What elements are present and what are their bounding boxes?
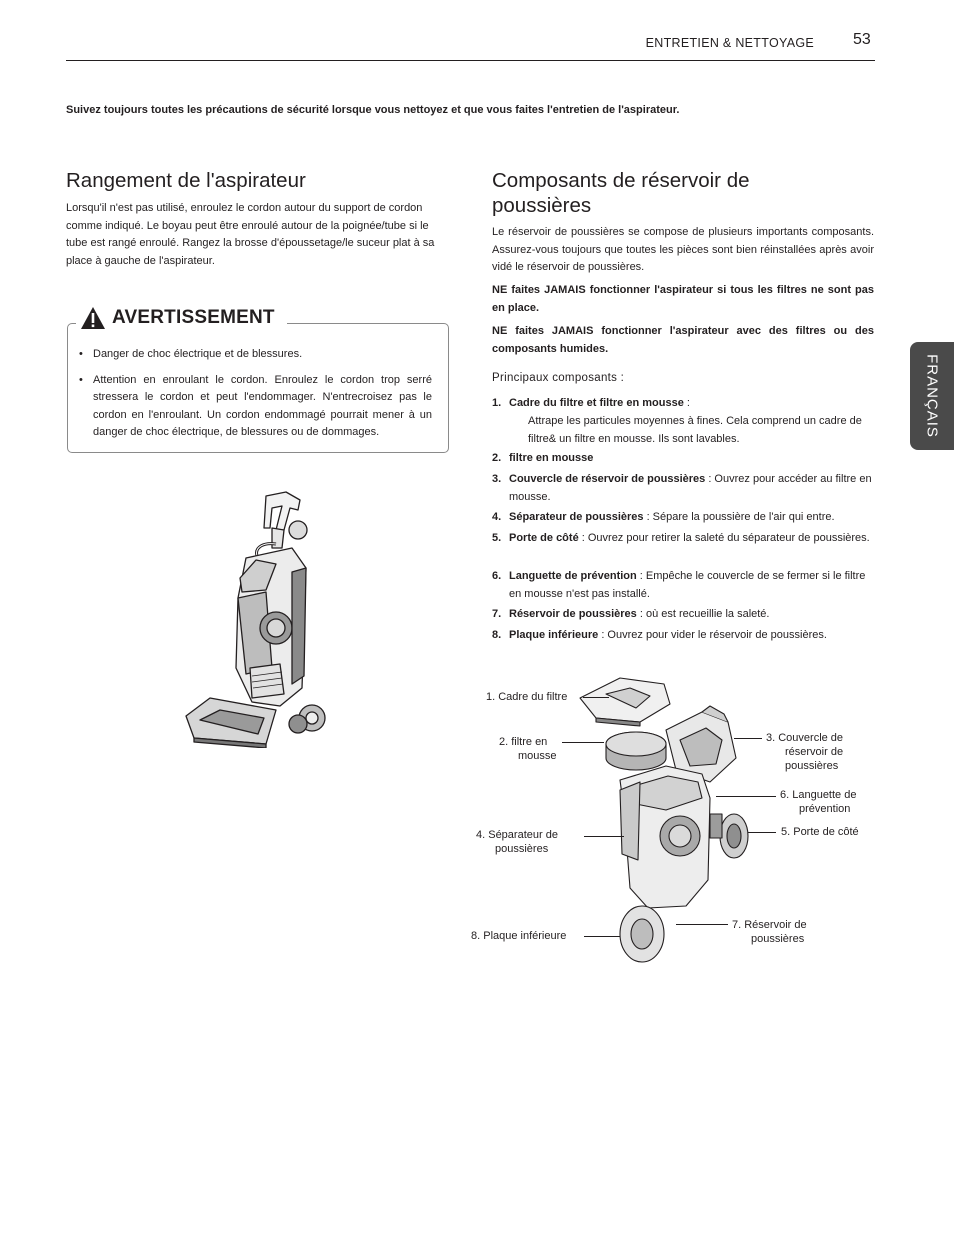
upright-vacuum-illustration <box>180 488 340 748</box>
language-tab-label: FRANÇAIS <box>923 354 941 438</box>
diagram-leader-line <box>584 836 624 837</box>
dust-bin-diagram <box>470 670 890 970</box>
component-item: 2. filtre en mousse <box>492 452 594 464</box>
warning-title: AVERTISSEMENT <box>112 307 275 328</box>
safety-note: Suivez toujours toutes les précautions de sécurité lorsque vous nettoyez et que vous faites l'entretien de l'aspirateur. <box>66 104 680 116</box>
components-subheading: Principaux composants : <box>492 372 625 384</box>
diagram-label-cover: 3. Couvercle de <box>766 732 844 744</box>
component-item-detail: Attrape les particules moyennes à fines. Cela comprend un cadre de filtre& un filtre en mousse. Ils sont lavables. <box>528 415 862 445</box>
components-title: Composants de réservoir de poussières <box>492 169 750 217</box>
warning-header <box>76 306 287 330</box>
diagram-label-filter-frame: 1. Cadre du filtre <box>486 691 568 703</box>
diagram-label-dust-bin: 7. Réservoir de <box>732 919 807 931</box>
warning-triangle-icon <box>80 306 106 330</box>
component-item: 8. Plaque inférieure : Ouvrez pour vider le réservoir de poussières. <box>492 629 827 641</box>
component-item: 1. Cadre du filtre et filtre en mousse : Attrape les particules moyennes à fines. Cela comprend un cadre de filtre& un filtre en mousse. Ils sont lavables. <box>492 394 876 448</box>
component-item: 4. Séparateur de poussières : Sépare la poussière de l'air qui entre. <box>492 511 835 523</box>
header-divider <box>66 60 875 61</box>
diagram-leader-line <box>584 936 620 937</box>
diagram-leader-line <box>583 697 609 698</box>
diagram-label-separator-2: poussières <box>495 843 549 855</box>
components-warning-2: NE faites JAMAIS fonctionner l'aspirateur avec des filtres ou des composants humides. <box>492 325 874 355</box>
component-item: 6. Languette de prévention : Empêche le couvercle de se fermer si le filtre en mousse n'est pas installé. <box>492 570 866 600</box>
diagram-leader-line <box>716 796 776 797</box>
warning-item: • Danger de choc électrique et de blessures. <box>79 348 303 360</box>
storage-body: Lorsqu'il n'est pas utilisé, enroulez le cordon autour du support de cordon comme indiqué. Le boyau peut être enroulé autour de la poignée/tube si le tube est rangé enroulé. Rangez la brosse d'époussetage/le suceur plat à sa place à gauche de l'aspirateur. <box>66 202 435 267</box>
diagram-label-foam-filter-2: mousse <box>518 750 557 762</box>
diagram-leader-line <box>748 832 776 833</box>
header-section-title: ENTRETIEN & NETTOYAGE <box>645 36 814 50</box>
storage-title: Rangement de l'aspirateur <box>66 169 306 192</box>
diagram-label-separator: 4. Séparateur de <box>476 829 558 841</box>
page-number: 53 <box>853 31 871 48</box>
component-item: 7. Réservoir de poussières : où est recueillie la saleté. <box>492 608 770 620</box>
diagram-label-cover-3: poussières <box>785 760 839 772</box>
diagram-leader-line <box>734 738 762 739</box>
diagram-label-bottom-plate: 8. Plaque inférieure <box>471 930 567 942</box>
diagram-label-cover-2: réservoir de <box>785 746 844 758</box>
diagram-label-prevention-tab-2: prévention <box>799 803 851 815</box>
components-intro: Le réservoir de poussières se compose de plusieurs importants composants. Assurez-vous toujours que toutes les pièces sont bien réinstallées après avoir vidé le réservoir de poussières. <box>492 226 874 273</box>
diagram-label-side-door: 5. Porte de côté <box>781 826 859 838</box>
warning-item: • Attention en enroulant le cordon. Enroulez le cordon trop serré stressera le cordon et peut l'endommager. N'entrecroisez pas le cordon en l'enroulant. Un cordon endommagé pourrait mener à un danger de choc électrique, de blessures ou de dommages. <box>79 374 432 438</box>
diagram-label-dust-bin-2: poussières <box>751 933 805 945</box>
component-item: 3. Couvercle de réservoir de poussières : Ouvrez pour accéder au filtre en mousse. <box>492 473 872 503</box>
diagram-label-foam-filter: 2. filtre en <box>499 736 548 748</box>
diagram-leader-line <box>562 742 604 743</box>
diagram-leader-line <box>676 924 728 925</box>
language-tab <box>910 342 954 450</box>
components-warning-1: NE faites JAMAIS fonctionner l'aspirateur si tous les filtres ne sont pas en place. <box>492 284 874 314</box>
diagram-label-prevention-tab: 6. Languette de <box>780 789 857 801</box>
component-item: 5. Porte de côté : Ouvrez pour retirer la saleté du séparateur de poussières. <box>492 532 870 544</box>
